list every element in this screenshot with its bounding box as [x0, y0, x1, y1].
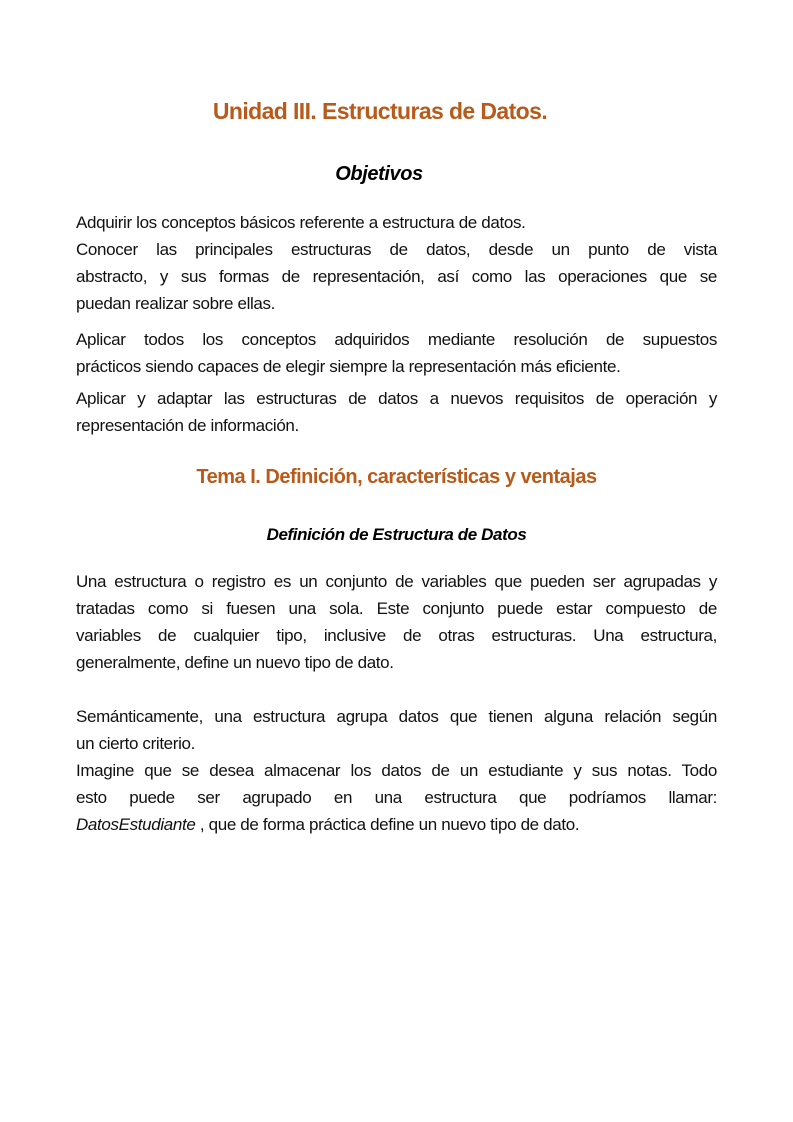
definition-subheading: Definición de Estructura de Datos: [266, 525, 527, 544]
definition-paragraph-1: [76, 568, 717, 676]
text-line: Aplicar todos los conceptos adquiridos mediante resolución de supuestos: [76, 330, 717, 349]
text-line: tratadas como si fuesen una sola. Este conjunto puede estar compuesto de: [76, 599, 717, 618]
struct-name-italic: DatosEstudiante: [76, 815, 196, 834]
text-line: abstracto, y sus formas de representación, así como las operaciones que se: [76, 267, 717, 286]
text-line: [76, 811, 717, 838]
text-fragment: , que de forma práctica define un nuevo tipo de dato.: [195, 815, 580, 834]
text-line: Imagine que se desea almacenar los datos de un estudiante y sus notas. Todo: [76, 761, 717, 780]
text-line: variables de cualquier tipo, inclusive de otras estructuras. Una estructura,: [76, 626, 717, 645]
definition-paragraph-2: [76, 703, 717, 757]
objectives-paragraph-1: [76, 209, 717, 317]
topic-heading: Tema I. Definición, características y ventajas: [196, 466, 597, 488]
text-line: puedan realizar sobre ellas.: [76, 294, 276, 313]
text-line: prácticos siendo capaces de elegir siempre la representación más eficiente.: [76, 357, 621, 376]
text-line: representación de información.: [76, 416, 299, 435]
text-line: un cierto criterio.: [76, 734, 196, 753]
objectives-heading: Objetivos: [335, 163, 423, 185]
text-line: Conocer las principales estructuras de datos, desde un punto de vista: [76, 240, 717, 259]
text-line: Una estructura o registro es un conjunto de variables que pueden ser agrupadas y: [76, 572, 717, 591]
objectives-paragraph-2: [76, 326, 717, 380]
text-line: generalmente, define un nuevo tipo de dato.: [76, 653, 394, 672]
definition-paragraph-3: [76, 757, 717, 838]
text-line: Adquirir los conceptos básicos referente a estructura de datos.: [76, 213, 526, 232]
unit-title: Unidad III. Estructuras de Datos.: [212, 98, 548, 124]
objectives-paragraph-3: [76, 385, 717, 439]
text-line: esto puede ser agrupado en una estructura que podríamos llamar:: [76, 788, 717, 807]
text-line: Semánticamente, una estructura agrupa datos que tienen alguna relación según: [76, 707, 717, 726]
text-line: Aplicar y adaptar las estructuras de datos a nuevos requisitos de operación y: [76, 389, 717, 408]
